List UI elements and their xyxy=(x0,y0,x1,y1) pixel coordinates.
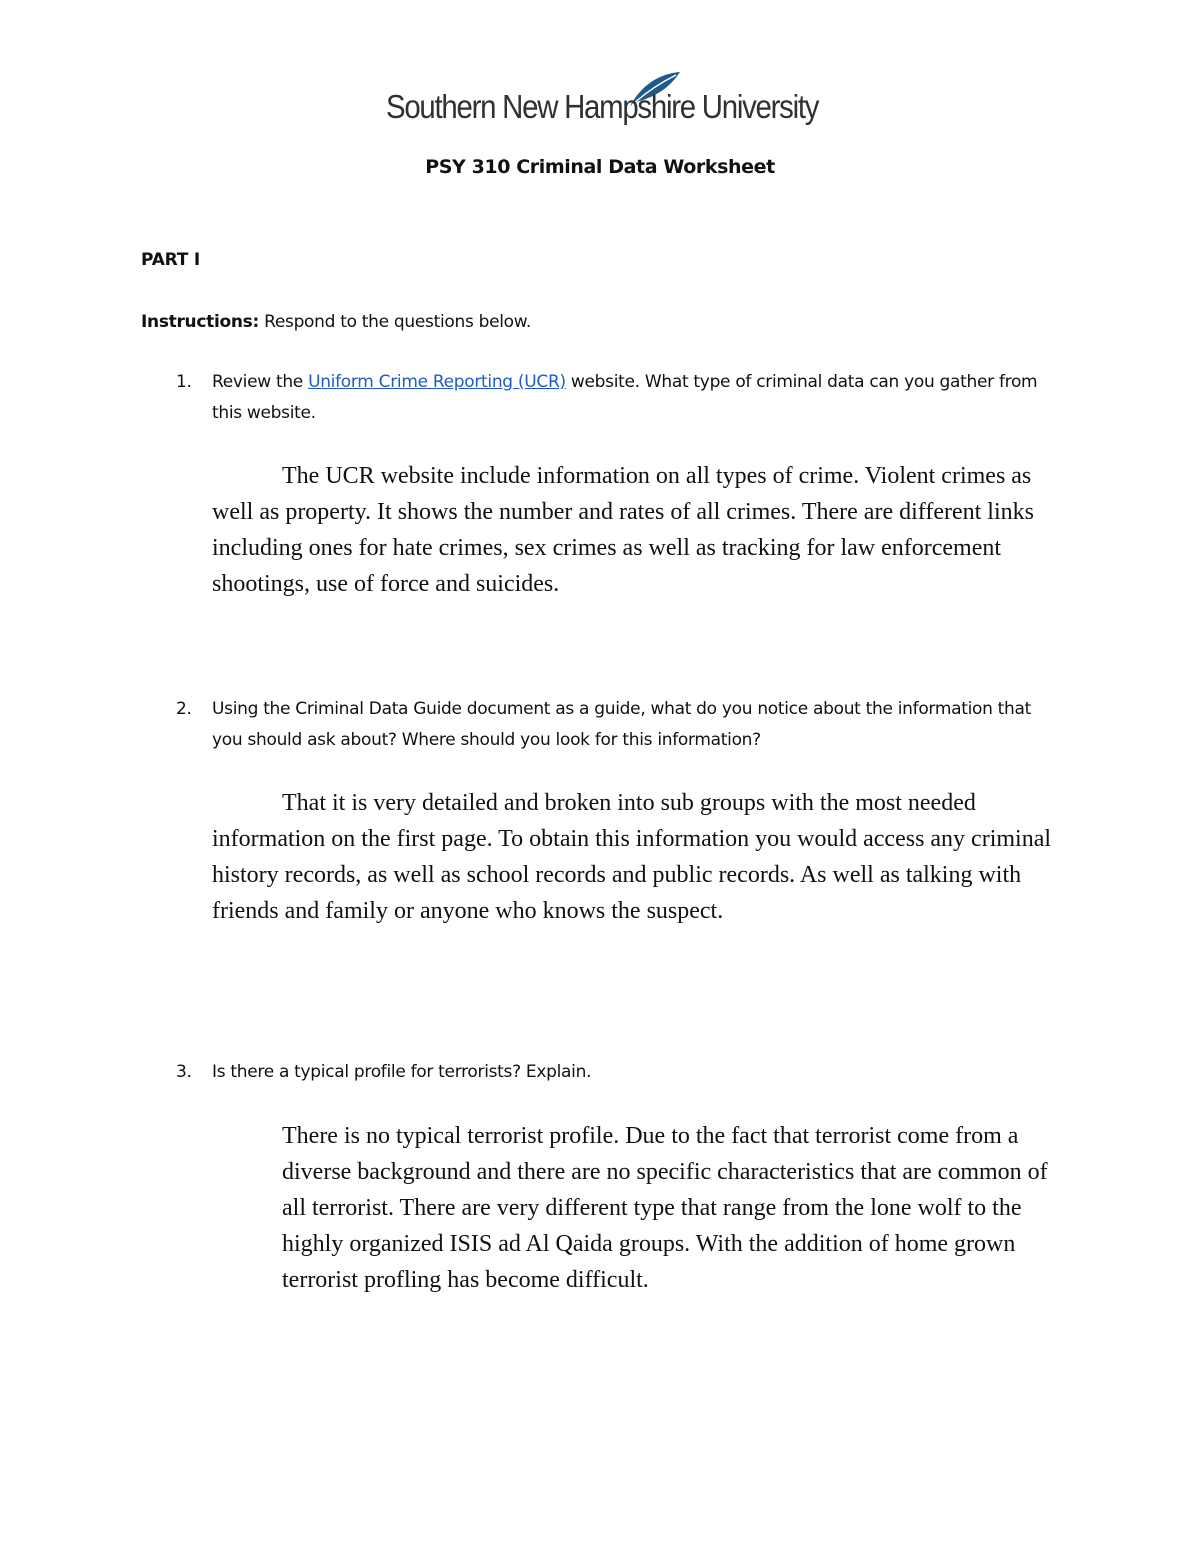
question-number: 2. xyxy=(176,699,192,719)
answer-2 xyxy=(212,785,1072,929)
question-text xyxy=(212,367,1056,429)
question-text-pre-link: Review the xyxy=(212,372,309,392)
question-2 xyxy=(176,694,1056,756)
question-text: Is there a typical profile for terrorists? Explain. xyxy=(212,1062,592,1082)
question-text-post-link: website. What type of criminal data can you gather from this website. xyxy=(212,372,1038,423)
question-3 xyxy=(176,1057,1056,1088)
logo-text: Southern New Hampshire University xyxy=(386,88,819,125)
answer-1 xyxy=(212,458,1062,602)
answer-text: The UCR website include information on all types of crime. Violent crimes as well as property. It shows the number and rates of all crimes. There are different links including ones for hate crimes, sex crimes as well as tracking for law enforcement shootings, use of force and suicides. xyxy=(212,463,1034,597)
instructions-label: Instructions: xyxy=(141,312,259,332)
ucr-link[interactable]: Uniform Crime Reporting (UCR) xyxy=(308,372,566,392)
part-label: PART I xyxy=(141,250,201,270)
instructions xyxy=(141,312,531,332)
instructions-text: Respond to the questions below. xyxy=(259,312,531,332)
page-title: PSY 310 Criminal Data Worksheet xyxy=(425,156,775,178)
answer-3 xyxy=(282,1118,1062,1298)
answer-text: That it is very detailed and broken into sub groups with the most needed information on the first page. To obtain this information you would access any criminal history records, as well as school records and public records. As well as talking with friends and family or anyone who knows the suspect. xyxy=(212,790,1052,924)
question-1 xyxy=(176,367,1056,429)
university-logo xyxy=(386,70,819,134)
answer-text: There is no typical terrorist profile. Due to the fact that terrorist come from a diverse background and there are no specific characteristics that are common of all terrorist. There are very different type that range from the lone wolf to the highly organized ISIS ad Al Qaida groups. With the addition of home grown terrorist profling has become difficult. xyxy=(282,1123,1048,1293)
question-number: 3. xyxy=(176,1062,192,1082)
question-text: Using the Criminal Data Guide document as a guide, what do you notice about the information that you should ask about? Where should you look for this information? xyxy=(212,699,1031,750)
question-number: 1. xyxy=(176,372,192,392)
